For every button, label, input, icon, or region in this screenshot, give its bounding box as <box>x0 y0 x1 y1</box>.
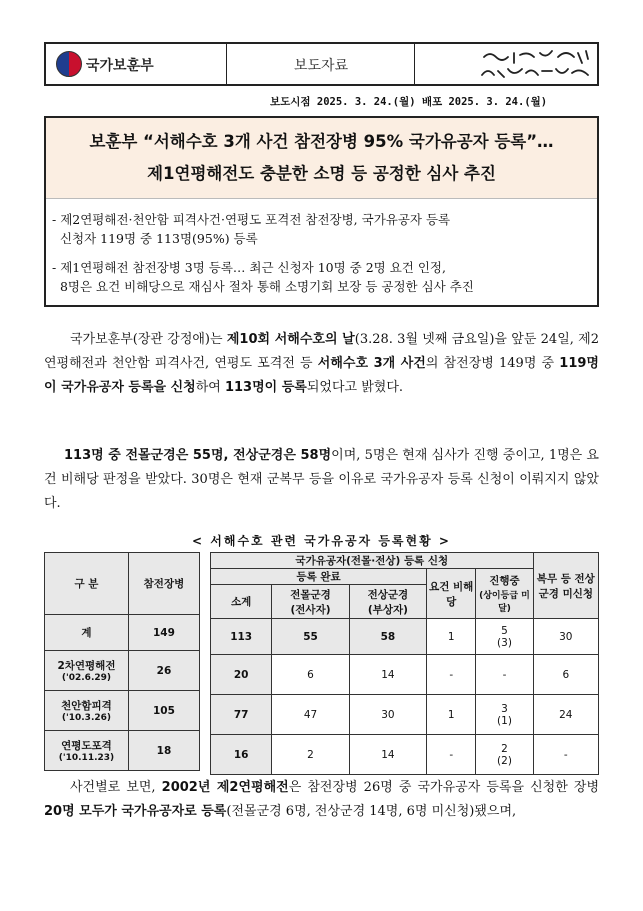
table-row <box>45 691 200 731</box>
col-header-division: 구 분 <box>45 553 129 615</box>
doc-type: 보도자료 <box>294 58 349 74</box>
release-date: 보도시점 2025. 3. 24.(월) 배포 2025. 3. 24.(월) <box>270 96 548 108</box>
table-left <box>44 552 200 771</box>
cell-ineligible: - <box>427 735 476 775</box>
cell-killed: 2 <box>272 735 349 775</box>
cell-ineligible: - <box>427 655 476 695</box>
cell-wounded: 58 <box>349 619 426 655</box>
row-date: ('02.6.29) <box>61 673 112 683</box>
col-header-service: 복무 등 전상군경 미신청 <box>533 553 598 619</box>
cell-progress: 2 (2) <box>476 735 533 775</box>
col-header-wounded: 전상군경 (부상자) <box>349 585 426 619</box>
col-header-ineligible: 요건 비해당 <box>427 569 476 619</box>
cell-subtotal: 77 <box>211 695 272 735</box>
col-header-progress: 진행중 (상이등급 미달) <box>476 569 533 619</box>
cell-service: 6 <box>533 655 598 695</box>
table-right <box>210 552 599 775</box>
body-paragraph-2: 113명 중 전몰군경은 55명, 전상군경은 58명이며, 5명은 현재 심사가 진행 중이고, 1명은 요건 비해당 판정을 받았다. 30명은 현재 군복무 등을 이유로 국가유공자 등록 신청이 이뤄지지 않았다. <box>44 448 599 511</box>
cell-progress: 3 (1) <box>476 695 533 735</box>
header-box <box>44 42 599 86</box>
cell-veterans: 105 <box>128 691 199 731</box>
table-row <box>211 695 599 735</box>
table-row <box>45 731 200 771</box>
cell-service: 24 <box>533 695 598 735</box>
cell-ineligible: 1 <box>427 619 476 655</box>
col-header-killed: 전몰군경 (전사자) <box>272 585 349 619</box>
table-row <box>45 651 200 691</box>
header-divider <box>414 44 415 84</box>
cell-veterans: 26 <box>128 651 199 691</box>
cell-progress: 5 (3) <box>476 619 533 655</box>
headline: 보훈부 “서해수호 3개 사건 참전장병 95% 국가유공자 등록”… <box>89 132 554 151</box>
row-date: ('10.3.26) <box>61 713 112 723</box>
table-row <box>211 735 599 775</box>
row-name: 연평도포격 <box>61 740 112 752</box>
col-header-veterans: 참전장병 <box>128 553 199 615</box>
cell-veterans: 149 <box>128 615 199 651</box>
summary-bullet: - 제1연평해전 참전장병 3명 등록… 최근 신청자 10명 중 2명 요건 인정, 8명은 요건 비해당으로 재심사 절차 통해 소명기회 보장 등 공정한 심사 추진 <box>52 260 474 294</box>
cell-subtotal: 113 <box>211 619 272 655</box>
slogan-calligraphy-logo <box>478 47 596 83</box>
table-row <box>211 619 599 655</box>
table-row <box>211 655 599 695</box>
cell-wounded: 14 <box>349 735 426 775</box>
row-date: ('10.11.23) <box>58 753 115 763</box>
cell-killed: 6 <box>272 655 349 695</box>
subheadline: 제1연평해전도 충분한 소명 등 공정한 심사 추진 <box>147 164 496 183</box>
cell-subtotal: 20 <box>211 655 272 695</box>
cell-subtotal: 16 <box>211 735 272 775</box>
body-paragraph-1: 국가보훈부(장관 강정애)는 제10회 서해수호의 날(3.28. 3월 넷째 금요일)을 앞둔 24일, 제2연평해전과 천안함 피격사건, 연평도 포격전 등 서해수호 3개 사건의 참전장병 149명 중 119명이 국가유공자 등록을 신청하여 113명이 등록되었다고 밝혔다. <box>44 332 600 395</box>
row-name: 2차연평해전 <box>57 660 116 672</box>
cell-wounded: 30 <box>349 695 426 735</box>
col-header-subtotal: 소계 <box>211 585 272 619</box>
cell-veterans: 18 <box>128 731 199 771</box>
row-name: 천안함피격 <box>61 700 112 712</box>
org-name: 국가보훈부 <box>86 58 154 74</box>
cell-service: - <box>533 735 598 775</box>
table-caption: < 서해수호 관련 국가유공자 등록현황 > <box>192 534 451 548</box>
row-name: 계 <box>45 615 129 651</box>
summary-bullet: - 제2연평해전·천안함 피격사건·연평도 포격전 참전장병, 국가유공자 등록 신청자 119명 중 113명(95%) 등록 <box>52 212 451 246</box>
col-header-done: 등록 완료 <box>211 569 427 585</box>
cell-wounded: 14 <box>349 655 426 695</box>
col-header-apply: 국가유공자(전몰·전상) 등록 신청 <box>211 553 534 569</box>
taegeuk-logo-icon <box>56 51 82 77</box>
cell-killed: 47 <box>272 695 349 735</box>
cell-ineligible: 1 <box>427 695 476 735</box>
header-divider <box>226 44 227 84</box>
body-paragraph-3: 사건별로 보면, 2002년 제2연평해전은 참전장병 26명 중 국가유공자 등록을 신청한 장병 20명 모두가 국가유공자로 등록(전몰군경 6명, 전상군경 14명, 6명 미신청)됐으며, <box>44 780 599 819</box>
cell-killed: 55 <box>272 619 349 655</box>
table-row <box>45 615 200 651</box>
cell-service: 30 <box>533 619 598 655</box>
cell-progress: - <box>476 655 533 695</box>
